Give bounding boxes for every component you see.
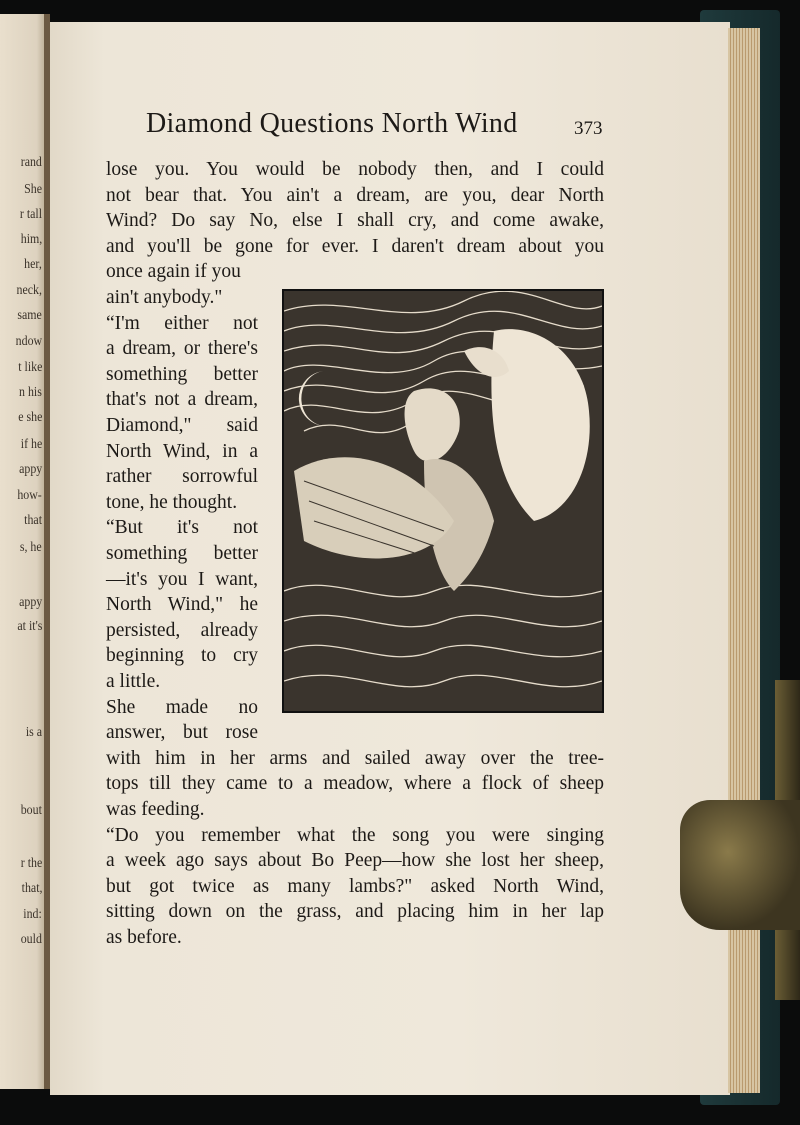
text-line: “I'm either not bbox=[106, 312, 258, 334]
left-page bbox=[0, 14, 46, 1089]
left-page-text-fragment: s, he bbox=[20, 540, 42, 555]
left-page-text-fragment: n his bbox=[19, 385, 42, 400]
text-line: but got twice as many lambs?" asked North Wind, bbox=[106, 875, 604, 897]
left-page-text-fragment: r tall bbox=[19, 207, 42, 222]
left-page-text-fragment: She bbox=[24, 182, 42, 197]
page-number: 373 bbox=[574, 118, 603, 139]
left-page-text-fragment: bout bbox=[20, 803, 42, 818]
left-page-text-fragment: ind: bbox=[23, 907, 42, 922]
text-line: once again if you bbox=[106, 261, 241, 283]
left-page-text-fragment: appy bbox=[18, 595, 42, 610]
text-line: something better bbox=[106, 363, 258, 385]
text-line: that's not a dream, bbox=[106, 389, 258, 411]
text-line: “Do you remember what the song you were singing bbox=[106, 824, 604, 846]
text-line: She made no bbox=[106, 696, 258, 718]
text-line: sitting down on the grass, and placing him in her lap bbox=[106, 901, 604, 923]
text-line: a week ago says about Bo Peep—how she lost her sheep, bbox=[106, 850, 604, 872]
page-edges bbox=[728, 28, 760, 1093]
text-line: Diamond," said bbox=[106, 415, 258, 436]
text-line: was feeding. bbox=[106, 799, 205, 820]
left-page-text-fragment: r the bbox=[20, 856, 42, 871]
left-page-text-fragment: neck, bbox=[16, 283, 42, 298]
left-page-text-fragment: is a bbox=[25, 725, 42, 740]
text-line: tone, he thought. bbox=[106, 491, 238, 513]
text-line: with him in her arms and sailed away over the tree- bbox=[106, 747, 604, 769]
text-line: ain't anybody." bbox=[106, 287, 223, 308]
text-line: “But it's not bbox=[106, 517, 258, 539]
text-line: Wind? Do say No, else I shall cry, and come awake, bbox=[106, 210, 604, 232]
illustration-north-wind-and-diamond bbox=[282, 289, 604, 713]
left-page-text-fragment: him, bbox=[20, 232, 42, 247]
left-page-text-fragment: that bbox=[24, 513, 42, 528]
text-line: —it's you I want, bbox=[106, 568, 258, 590]
text-line: and you'll be gone for ever. I daren't dream about you bbox=[106, 235, 604, 257]
text-line: rather sorrowful bbox=[106, 466, 258, 488]
left-page-text-fragment: e she bbox=[17, 410, 42, 425]
text-line: not bear that. You ain't a dream, are you, dear North bbox=[106, 184, 604, 206]
text-line: lose you. You would be nobody then, and I could bbox=[106, 159, 604, 180]
left-page-text-fragment: that, bbox=[21, 881, 42, 896]
engraving bbox=[284, 291, 602, 711]
left-page-text-fragment: t like bbox=[17, 360, 42, 375]
left-page-text-fragment: appy bbox=[18, 462, 42, 477]
text-line: something better bbox=[106, 543, 258, 564]
text-line: North Wind, in a bbox=[106, 440, 258, 462]
left-page-text-fragment: at it's bbox=[17, 619, 42, 634]
text-line: North Wind," he bbox=[106, 594, 258, 616]
running-header: Diamond Questions North Wind bbox=[146, 108, 518, 139]
left-page-text-fragment: rand bbox=[20, 155, 42, 170]
left-page-text-fragment: ndow bbox=[15, 334, 42, 349]
left-page-text-fragment: if he bbox=[20, 437, 42, 452]
text-line: a little. bbox=[106, 671, 161, 692]
left-page-text-fragment: same bbox=[17, 308, 42, 323]
text-line: beginning to cry bbox=[106, 645, 258, 667]
brass-clasp bbox=[680, 800, 800, 930]
text-line: a dream, or there's bbox=[106, 338, 258, 360]
text-line: as before. bbox=[106, 927, 182, 948]
text-line: tops till they came to a meadow, where a flock of sheep bbox=[106, 773, 604, 795]
text-line: persisted, already bbox=[106, 619, 258, 641]
left-page-text-fragment: ould bbox=[20, 932, 42, 947]
left-page-text-fragment: how- bbox=[17, 488, 42, 503]
left-page-text-fragment: her, bbox=[24, 257, 42, 272]
text-line: answer, but rose bbox=[106, 722, 258, 744]
